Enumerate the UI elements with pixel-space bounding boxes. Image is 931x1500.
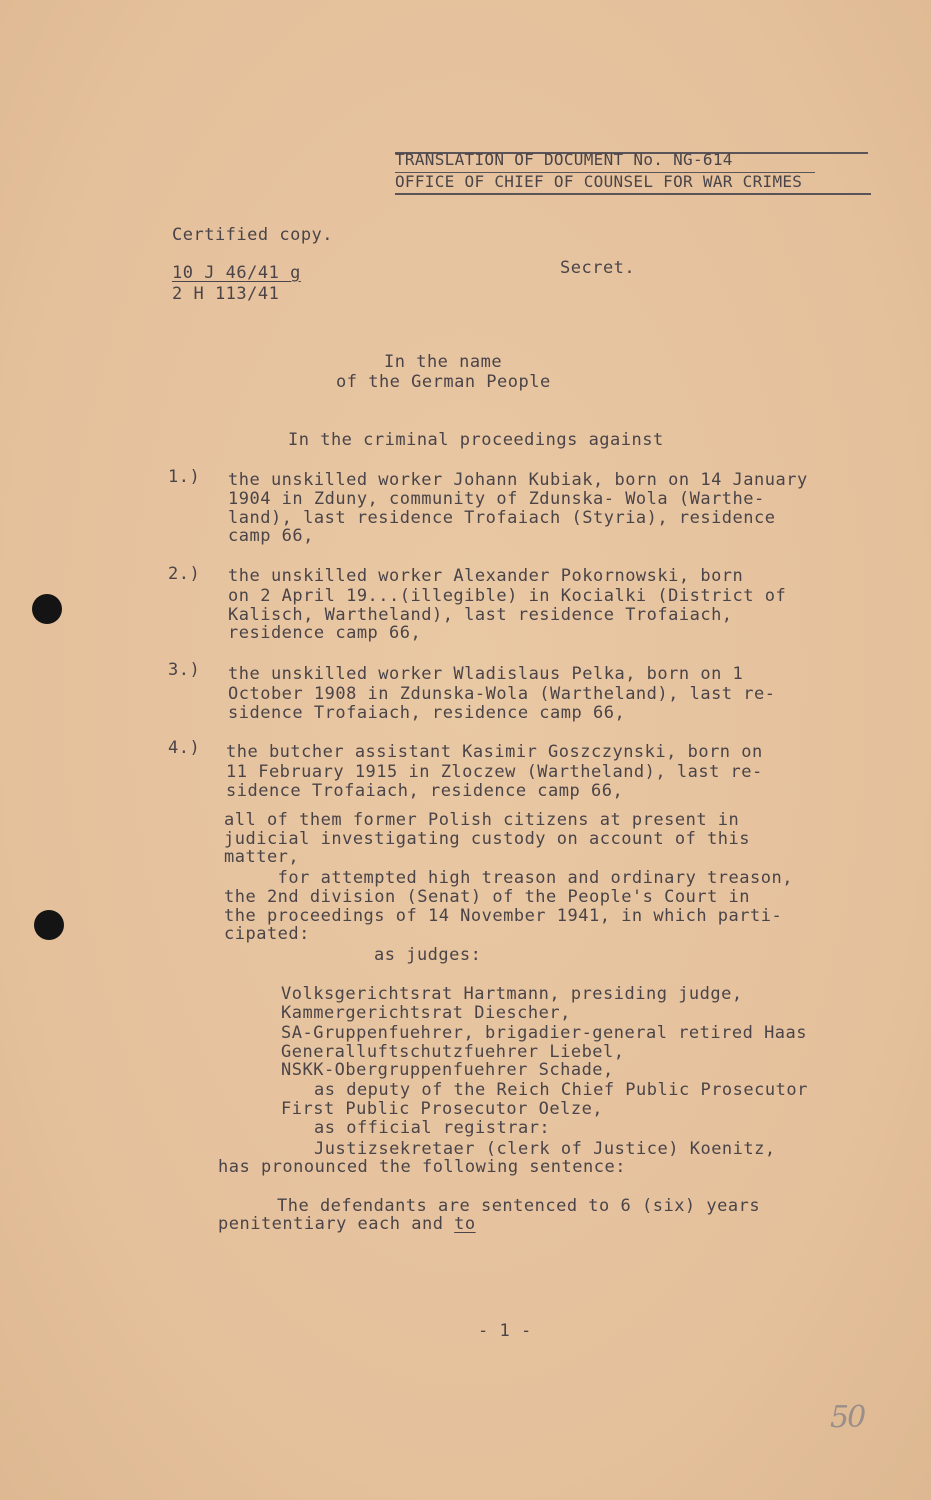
header-mid-rule — [395, 172, 815, 173]
charge-line-3: the proceedings of 14 November 1941, in which parti- — [224, 906, 783, 926]
classification-secret: Secret. — [560, 258, 636, 278]
defendant-2-line-4: residence camp 66, — [228, 623, 422, 643]
defendant-3-line-2: October 1908 in Zdunska-Wola (Wartheland), last re- — [228, 684, 776, 704]
registrar-label: as official registrar: — [314, 1118, 551, 1138]
file-number-1: 10 J 46/41 g — [172, 263, 301, 283]
defendant-2-number: 2.) — [168, 564, 201, 584]
header-line-1: TRANSLATION OF DOCUMENT No. NG-614 — [395, 150, 733, 169]
sentence-line-2 — [218, 1215, 476, 1234]
punch-hole-bottom — [34, 910, 64, 940]
prosecutor-name: First Public Prosecutor Oelze, — [281, 1099, 604, 1119]
defendant-1-line-1: the unskilled worker Johann Kubiak, born on 14 January — [228, 470, 808, 490]
header-bottom-rule — [395, 193, 871, 195]
translation-header — [395, 150, 868, 192]
defendant-4-line-2: 11 February 1915 in Zloczew (Wartheland), last re- — [226, 762, 763, 782]
prosecutor-label: as deputy of the Reich Chief Public Prosecutor — [314, 1080, 808, 1100]
proceedings-intro: In the criminal proceedings against — [288, 430, 664, 450]
pronounced-line: has pronounced the following sentence: — [218, 1157, 626, 1177]
charge-line-1: for attempted high treason and ordinary treason, — [224, 868, 793, 888]
registrar-name: Justizsekretaer (clerk of Justice) Koenitz, — [314, 1139, 776, 1159]
defendant-4-line-1: the butcher assistant Kasimir Goszczynski, born on — [226, 742, 763, 762]
invocation-line-1: In the name — [384, 352, 503, 372]
as-judges-label: as judges: — [374, 945, 482, 965]
invocation-line-2: of the German People — [336, 372, 551, 392]
defendant-2-line-3: Kalisch, Wartheland), last residence Trofaiach, — [228, 605, 733, 625]
judge-5: NSKK-Obergruppenfuehrer Schade, — [281, 1060, 614, 1080]
defendant-2-line-1: the unskilled worker Alexander Pokornowski, born — [228, 566, 744, 586]
citizens-line-1: all of them former Polish citizens at present in — [224, 810, 740, 830]
defendant-1-line-4: camp 66, — [228, 526, 314, 546]
sentence-continuation-word: to — [454, 1214, 476, 1234]
defendant-1-number: 1.) — [168, 467, 201, 487]
defendant-3-line-1: the unskilled worker Wladislaus Pelka, born on 1 — [228, 664, 744, 684]
defendant-2-line-2: on 2 April 19...(illegible) in Kocialki (District of — [228, 586, 787, 606]
citizens-line-2: judicial investigating custody on account of this — [224, 829, 751, 849]
punch-hole-top — [32, 594, 62, 624]
defendant-3-number: 3.) — [168, 660, 201, 680]
defendant-3-line-3: sidence Trofaiach, residence camp 66, — [228, 703, 626, 723]
judge-4: Generalluftschutzfuehrer Liebel, — [281, 1042, 625, 1062]
sentence-line-2-text: penitentiary each and — [218, 1214, 455, 1234]
defendant-4-line-3: sidence Trofaiach, residence camp 66, — [226, 781, 624, 801]
judge-1: Volksgerichtsrat Hartmann, presiding judge, — [281, 984, 743, 1004]
sentence-line-1: The defendants are sentenced to 6 (six) years — [277, 1196, 761, 1216]
citizens-line-3: matter, — [224, 847, 300, 867]
charge-line-4: cipated: — [224, 924, 310, 944]
defendant-4-number: 4.) — [168, 738, 201, 758]
defendant-1-line-3: land), last residence Trofaiach (Styria), residence — [228, 508, 776, 528]
handwritten-folio-number: 50 — [830, 1400, 865, 1435]
file-number-2: 2 H 113/41 — [172, 284, 280, 304]
judge-2: Kammergerichtsrat Diescher, — [281, 1003, 571, 1023]
charge-line-2: the 2nd division (Senat) of the People's Court in — [224, 887, 751, 907]
judge-3: SA-Gruppenfuehrer, brigadier-general retired Haas — [281, 1023, 808, 1043]
defendant-1-line-2: 1904 in Zduny, community of Zdunska- Wola (Warthe- — [228, 489, 765, 509]
certified-copy: Certified copy. — [172, 225, 334, 245]
header-line-2: OFFICE OF CHIEF OF COUNSEL FOR WAR CRIMES — [395, 172, 803, 191]
page-number: - 1 - — [478, 1321, 532, 1341]
